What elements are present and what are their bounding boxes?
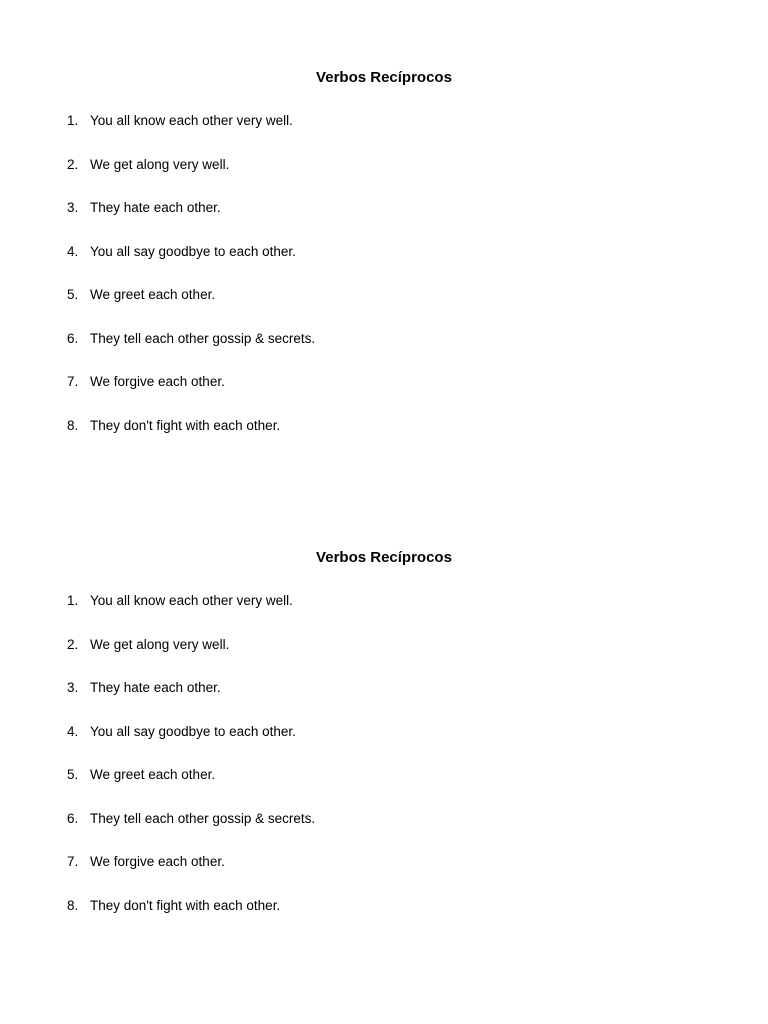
item-number: 5.: [67, 767, 79, 782]
item-text: We get along very well.: [90, 156, 230, 172]
item-text: We forgive each other.: [90, 854, 225, 869]
item-text: You all know each other very well.: [90, 593, 293, 608]
item-text: They don't fight with each other.: [90, 897, 281, 913]
item-number: 3.: [67, 200, 79, 215]
section-title: Verbos Recíprocos: [316, 549, 452, 566]
list-item: [0, 242, 768, 286]
worksheet-section-1: [0, 68, 768, 433]
worksheet-section-2: [0, 548, 768, 913]
list-item: [0, 155, 768, 199]
item-text: You all know each other very well.: [90, 113, 293, 128]
sentence-list: [0, 591, 768, 939]
list-item: [0, 852, 768, 896]
item-text: You all say goodbye to each other.: [90, 723, 296, 739]
list-item: [0, 285, 768, 329]
list-item: [0, 591, 768, 635]
item-text: They don't fight with each other.: [90, 417, 281, 433]
item-number: 5.: [67, 287, 79, 302]
item-number: 1.: [67, 593, 79, 608]
item-number: 1.: [67, 113, 79, 128]
item-text: We get along very well.: [90, 636, 230, 652]
item-number: 8.: [67, 897, 79, 913]
list-item: [0, 722, 768, 766]
item-number: 7.: [67, 854, 79, 869]
list-item: [0, 678, 768, 722]
list-item: [0, 111, 768, 155]
item-text: They tell each other gossip & secrets.: [90, 330, 316, 346]
section-title: Verbos Recíprocos: [316, 69, 452, 86]
list-item: [0, 809, 768, 853]
list-item: [0, 896, 768, 940]
sentence-list: [0, 111, 768, 459]
item-number: 4.: [67, 723, 79, 739]
item-text: They hate each other.: [90, 200, 221, 215]
list-item: [0, 372, 768, 416]
list-item: [0, 198, 768, 242]
item-text: We forgive each other.: [90, 374, 225, 389]
item-text: You all say goodbye to each other.: [90, 243, 296, 259]
item-text: We greet each other.: [90, 287, 216, 302]
item-number: 2.: [67, 156, 79, 172]
item-text: They tell each other gossip & secrets.: [90, 810, 316, 826]
list-item: [0, 416, 768, 460]
item-number: 7.: [67, 374, 79, 389]
list-item: [0, 635, 768, 679]
list-item: [0, 765, 768, 809]
item-text: They hate each other.: [90, 680, 221, 695]
item-number: 6.: [67, 810, 79, 826]
item-number: 4.: [67, 243, 79, 259]
item-number: 6.: [67, 330, 79, 346]
item-text: We greet each other.: [90, 767, 216, 782]
item-number: 3.: [67, 680, 79, 695]
item-number: 8.: [67, 417, 79, 433]
list-item: [0, 329, 768, 373]
item-number: 2.: [67, 636, 79, 652]
